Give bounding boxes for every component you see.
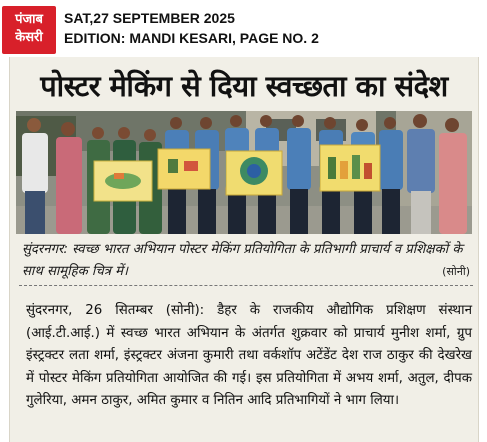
group-photo — [16, 111, 472, 234]
clipping-header — [0, 0, 487, 55]
caption-divider — [19, 285, 473, 286]
logo-line-1: पंजाब — [15, 12, 43, 27]
article-body — [26, 300, 472, 413]
group-photo-illustration — [16, 111, 472, 234]
edition-info: EDITION: MANDI KESARI, PAGE NO. 2 — [64, 30, 319, 46]
photo-caption — [22, 239, 474, 283]
article-paragraph: सुंदरनगर, 26 सितम्बर (सोनी): डैहर के राजकीय औद्योगिक प्रशिक्षण संस्थान (आई.टी.आई.) में स्वच्छ भारत अभियान के अंतर्गत शुक्रवार को प्राचार्य मुनीश शर्मा, ग्रुप इंस्ट्रक्टर लता शर्मा, इंस्ट्रक्टर अंजना कुमारी तथा वर्कशॉप अटेंडेंट देश राज ठाकुर की देखरेख में पोस्टर मेकिंग प्रतियोगिता आयोजित की गई। इस प्रतियोगिता में अभय शर्मा, अतुल, दीपक गुलेरिया, अमन ठाकुर, अमित कुमार व नितिन आदि प्रतिभागियों ने भाग लिया। — [26, 303, 472, 408]
article-headline: पोस्टर मेकिंग से दिया स्वच्छता का संदेश — [40, 69, 448, 103]
logo-line-2: केसरी — [15, 30, 43, 45]
punjab-kesari-logo — [2, 6, 56, 54]
caption-text: सुंदरनगर: स्वच्छ भारत अभियान पोस्टर मेकिंग प्रतियोगिता के प्रतिभागी प्राचार्य व प्रशिक्षकों के साथ सामूहिक चित्र में। — [22, 242, 463, 279]
caption-credit: (सोनी) — [442, 265, 470, 278]
publication-date: SAT,27 SEPTEMBER 2025 — [64, 10, 235, 26]
